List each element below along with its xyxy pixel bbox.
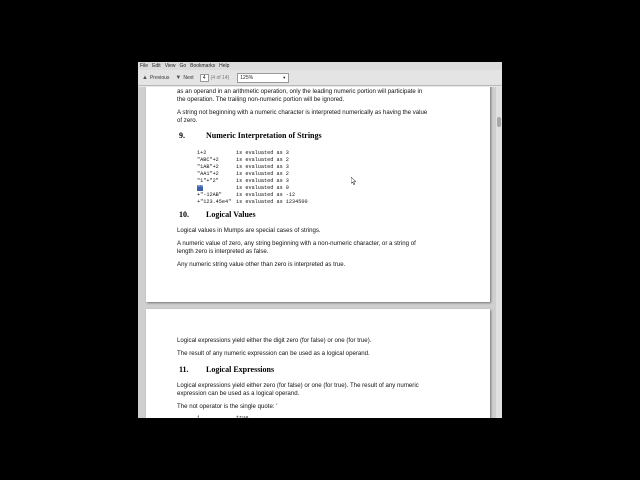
menu-help[interactable]: Help [219,63,230,69]
text-line: as an operand in an arithmetic operation, only the leading numeric portion will participate in [177,88,423,95]
code-result: is evaluated as 2 [236,171,289,177]
code-expression: "AA1"+2 [197,171,219,177]
section-title: Logical Values [206,210,256,219]
document-viewer-window [138,62,502,418]
code-result: is evaluated as 1234500 [236,199,308,205]
code-row [197,192,308,199]
code-expression: "ABC"+2 [197,157,219,163]
menu-file[interactable]: File [140,63,149,69]
section-heading-10 [179,210,256,219]
code-row [197,164,308,171]
section-number: 10. [179,210,189,219]
code-result: is evaluated as 3 [236,164,289,170]
code-example [197,150,308,206]
logical-paragraph-2 [177,240,467,256]
arrow-down-icon: ▼ [175,74,182,81]
code-row [197,150,308,157]
page2-paragraph-3 [177,382,467,398]
section-title: Logical Expressions [206,365,275,374]
code-row [197,185,308,192]
code-result: is evaluated as -12 [236,192,296,198]
code-expression: 1+2 [197,150,207,156]
toolbar [138,70,502,86]
menu-go[interactable]: Go [179,63,187,69]
section-number: 9. [179,131,185,140]
nonnumeric-paragraph [177,109,467,125]
text-line: Logical expressions yield either zero (for false) or one (for true). The result of any numeric [177,382,419,389]
code-example [197,415,248,418]
text-line: A numeric value of zero, any string beginning with a non-numeric character, or a string of [177,240,416,247]
code-expression: "1AB"+2 [197,164,219,170]
code-expression: "1"+"2" [197,178,219,184]
code-row [197,157,308,164]
section-number: 11. [179,365,189,374]
text-line: of zero. [177,117,198,124]
page-number-input[interactable]: 4 [200,74,209,82]
page-count-label: (4 of 14) [210,74,230,81]
section-heading-9 [179,131,322,140]
section-heading-11 [179,365,274,374]
zoom-value: 125% [240,74,254,81]
text-line: A string not beginning with a numeric character is interpreted numerically as having the value [177,109,428,116]
code-result: is evaluated as 0 [236,185,289,191]
menu-bar [138,62,502,70]
text-line: the operation. The trailing non-numeric portion will be ignored. [177,96,345,103]
page2-paragraph-1: Logical expressions yield either the digit zero (for false) or one (for true). [177,337,372,344]
code-row [197,171,308,178]
next-button[interactable] [175,75,193,81]
code-result: true [236,415,249,418]
logical-paragraph-1: Logical values in Mumps are special cases of strings. [177,227,321,234]
text-line: expression can be used as a logical operand. [177,390,300,397]
chevron-down-icon: ▼ [282,75,287,80]
code-row [197,178,308,185]
code-result: is evaluated as 2 [236,157,289,163]
code-result: is evaluated as 3 [236,178,289,184]
code-row [197,199,308,206]
document-page [146,309,490,418]
code-expression: 1 [197,415,201,418]
page2-paragraph-4: The not operator is the single quote: ' [177,403,278,410]
text-line: length zero is interpreted as false. [177,248,269,255]
logical-paragraph-3: Any numeric string value other than zero is interpreted as true. [177,261,346,268]
previous-label: Previous [149,74,170,81]
vertical-scrollbar[interactable] [496,87,502,418]
document-page [146,87,490,302]
menu-edit[interactable]: Edit [152,63,161,69]
menu-view[interactable]: View [164,63,176,69]
code-expression: +"123.45e4" [197,199,232,205]
page2-paragraph-2: The result of any numeric expression can be used as a logical operand. [177,350,370,357]
mouse-pointer-icon [351,177,357,185]
zoom-select[interactable] [237,73,289,83]
arrow-up-icon: ▲ [142,74,148,81]
scrollbar-thumb[interactable] [497,117,501,127]
code-expression: +"-12AB" [197,192,222,198]
intro-paragraph [177,88,467,104]
code-row [197,415,248,418]
selected-text[interactable]: "" [197,185,204,191]
next-label: Next [183,74,194,81]
menu-bookmarks[interactable]: Bookmarks [190,63,216,69]
previous-button[interactable] [142,75,169,81]
section-title: Numeric Interpretation of Strings [206,131,322,140]
document-view[interactable] [138,87,496,418]
code-result: is evaluated as 3 [236,150,289,156]
